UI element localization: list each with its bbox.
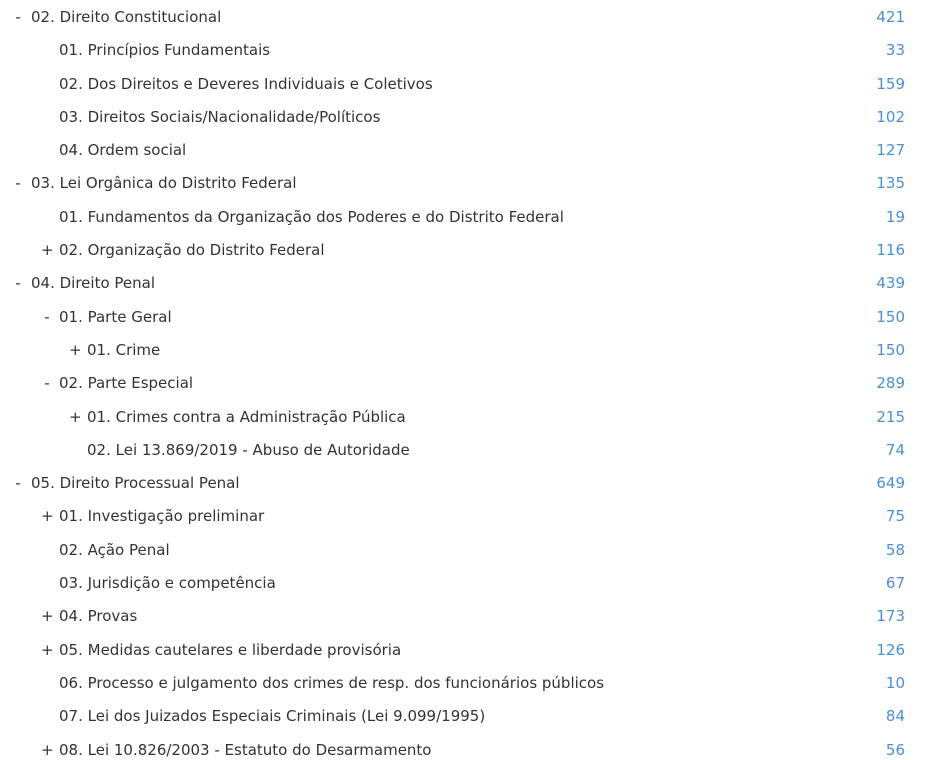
tree-row-juizados-especiais[interactable] (0, 700, 939, 733)
question-count-link[interactable]: 19 (885, 207, 905, 226)
tree-row-label[interactable]: 02. Lei 13.869/2019 - Abuso de Autoridade (87, 440, 410, 459)
tree-row-label[interactable]: 01. Parte Geral (59, 307, 172, 326)
tree-row-label[interactable]: 05. Direito Processual Penal (31, 474, 240, 493)
tree-row-label[interactable]: 02. Direito Constitucional (31, 8, 222, 26)
tree-row-label[interactable]: 07. Lei dos Juizados Especiais Criminais (Lei 9.099/1995) (59, 707, 486, 726)
tree-row-lei-organica-df[interactable] (0, 167, 939, 200)
tree-row-organizacao-df[interactable] (0, 234, 939, 267)
question-count-link[interactable]: 649 (876, 474, 905, 493)
question-count-link[interactable]: 173 (876, 607, 905, 626)
question-count-link[interactable]: 439 (876, 274, 905, 293)
question-count-link[interactable]: 421 (876, 8, 905, 26)
tree-row-label[interactable]: 01. Crime (87, 340, 161, 359)
collapse-toggle[interactable]: - (15, 474, 21, 493)
collapse-toggle[interactable]: - (44, 307, 50, 326)
tree-row-investigacao-preliminar[interactable] (0, 500, 939, 533)
expand-toggle[interactable]: + (41, 740, 54, 759)
tree-row-label[interactable]: 04. Ordem social (59, 141, 187, 160)
subject-tree (0, 1, 939, 760)
collapse-toggle[interactable]: - (15, 8, 21, 26)
tree-row-direitos-deveres[interactable] (0, 68, 939, 101)
question-count-link[interactable]: 159 (876, 74, 905, 93)
tree-row-estatuto-desarmamento[interactable] (0, 734, 939, 760)
question-count-link[interactable]: 289 (876, 374, 905, 393)
expand-toggle[interactable]: + (41, 607, 54, 626)
tree-row-medidas-cautelares[interactable] (0, 634, 939, 667)
expand-toggle[interactable]: + (69, 340, 82, 359)
question-count-link[interactable]: 102 (876, 107, 905, 126)
tree-row-label[interactable]: 01. Princípios Fundamentais (59, 41, 271, 60)
question-count-link[interactable]: 116 (876, 241, 905, 260)
tree-row-crimes-administracao[interactable] (0, 401, 939, 434)
question-count-link[interactable]: 10 (885, 673, 905, 692)
collapse-toggle[interactable]: - (15, 174, 21, 193)
question-count-link[interactable]: 74 (885, 440, 905, 459)
expand-toggle[interactable]: + (41, 640, 54, 659)
question-count-link[interactable]: 126 (876, 640, 905, 659)
collapse-toggle[interactable]: - (44, 374, 50, 393)
question-count-link[interactable]: 215 (876, 407, 905, 426)
tree-row-jurisdicao-competencia[interactable] (0, 567, 939, 600)
tree-row-label[interactable]: 01. Crimes contra a Administração Pública (87, 407, 406, 426)
tree-row-label[interactable]: 04. Direito Penal (31, 274, 156, 293)
tree-row-direito-processual-penal[interactable] (0, 467, 939, 500)
expand-toggle[interactable]: + (69, 407, 82, 426)
tree-row-label[interactable]: 01. Investigação preliminar (59, 507, 265, 526)
tree-row-label[interactable]: 03. Jurisdição e competência (59, 574, 276, 593)
tree-row-crime[interactable] (0, 334, 939, 367)
tree-row-parte-geral[interactable] (0, 301, 939, 334)
tree-row-label[interactable]: 03. Direitos Sociais/Nacionalidade/Políticos (59, 107, 381, 126)
expand-toggle[interactable]: + (41, 241, 54, 260)
question-count-link[interactable]: 56 (885, 740, 905, 759)
tree-row-processo-funcionarios[interactable] (0, 667, 939, 700)
question-count-link[interactable]: 150 (876, 307, 905, 326)
tree-row-acao-penal[interactable] (0, 534, 939, 567)
tree-row-label[interactable]: 04. Provas (59, 607, 138, 626)
question-count-link[interactable]: 67 (885, 574, 905, 593)
question-count-link[interactable]: 84 (885, 707, 905, 726)
tree-row-label[interactable]: 02. Dos Direitos e Deveres Individuais e Coletivos (59, 74, 433, 93)
tree-row-abuso-autoridade[interactable] (0, 434, 939, 467)
tree-row-direito-constitucional[interactable] (0, 1, 939, 34)
tree-row-parte-especial[interactable] (0, 367, 939, 400)
tree-row-direito-penal[interactable] (0, 267, 939, 300)
tree-row-principios-fundamentais[interactable] (0, 34, 939, 67)
question-count-link[interactable]: 135 (876, 174, 905, 193)
collapse-toggle[interactable]: - (15, 274, 21, 293)
tree-row-provas[interactable] (0, 600, 939, 633)
tree-row-label[interactable]: 01. Fundamentos da Organização dos Poderes e do Distrito Federal (59, 207, 564, 226)
tree-row-label[interactable]: 06. Processo e julgamento dos crimes de resp. dos funcionários públicos (59, 673, 605, 692)
tree-row-label[interactable]: 05. Medidas cautelares e liberdade provisória (59, 640, 402, 659)
question-count-link[interactable]: 127 (876, 141, 905, 160)
tree-row-label[interactable]: 03. Lei Orgânica do Distrito Federal (31, 174, 297, 193)
tree-row-label[interactable]: 02. Ação Penal (59, 540, 170, 559)
tree-row-label[interactable]: 08. Lei 10.826/2003 - Estatuto do Desarmamento (59, 740, 432, 759)
tree-row-direitos-sociais[interactable] (0, 101, 939, 134)
question-count-link[interactable]: 33 (885, 41, 905, 60)
tree-row-label[interactable]: 02. Organização do Distrito Federal (59, 241, 325, 260)
tree-row-ordem-social[interactable] (0, 134, 939, 167)
question-count-link[interactable]: 75 (885, 507, 905, 526)
question-count-link[interactable]: 58 (885, 540, 905, 559)
tree-row-label[interactable]: 02. Parte Especial (59, 374, 194, 393)
expand-toggle[interactable]: + (41, 507, 54, 526)
question-count-link[interactable]: 150 (876, 340, 905, 359)
tree-row-fundamentos-organizacao[interactable] (0, 201, 939, 234)
